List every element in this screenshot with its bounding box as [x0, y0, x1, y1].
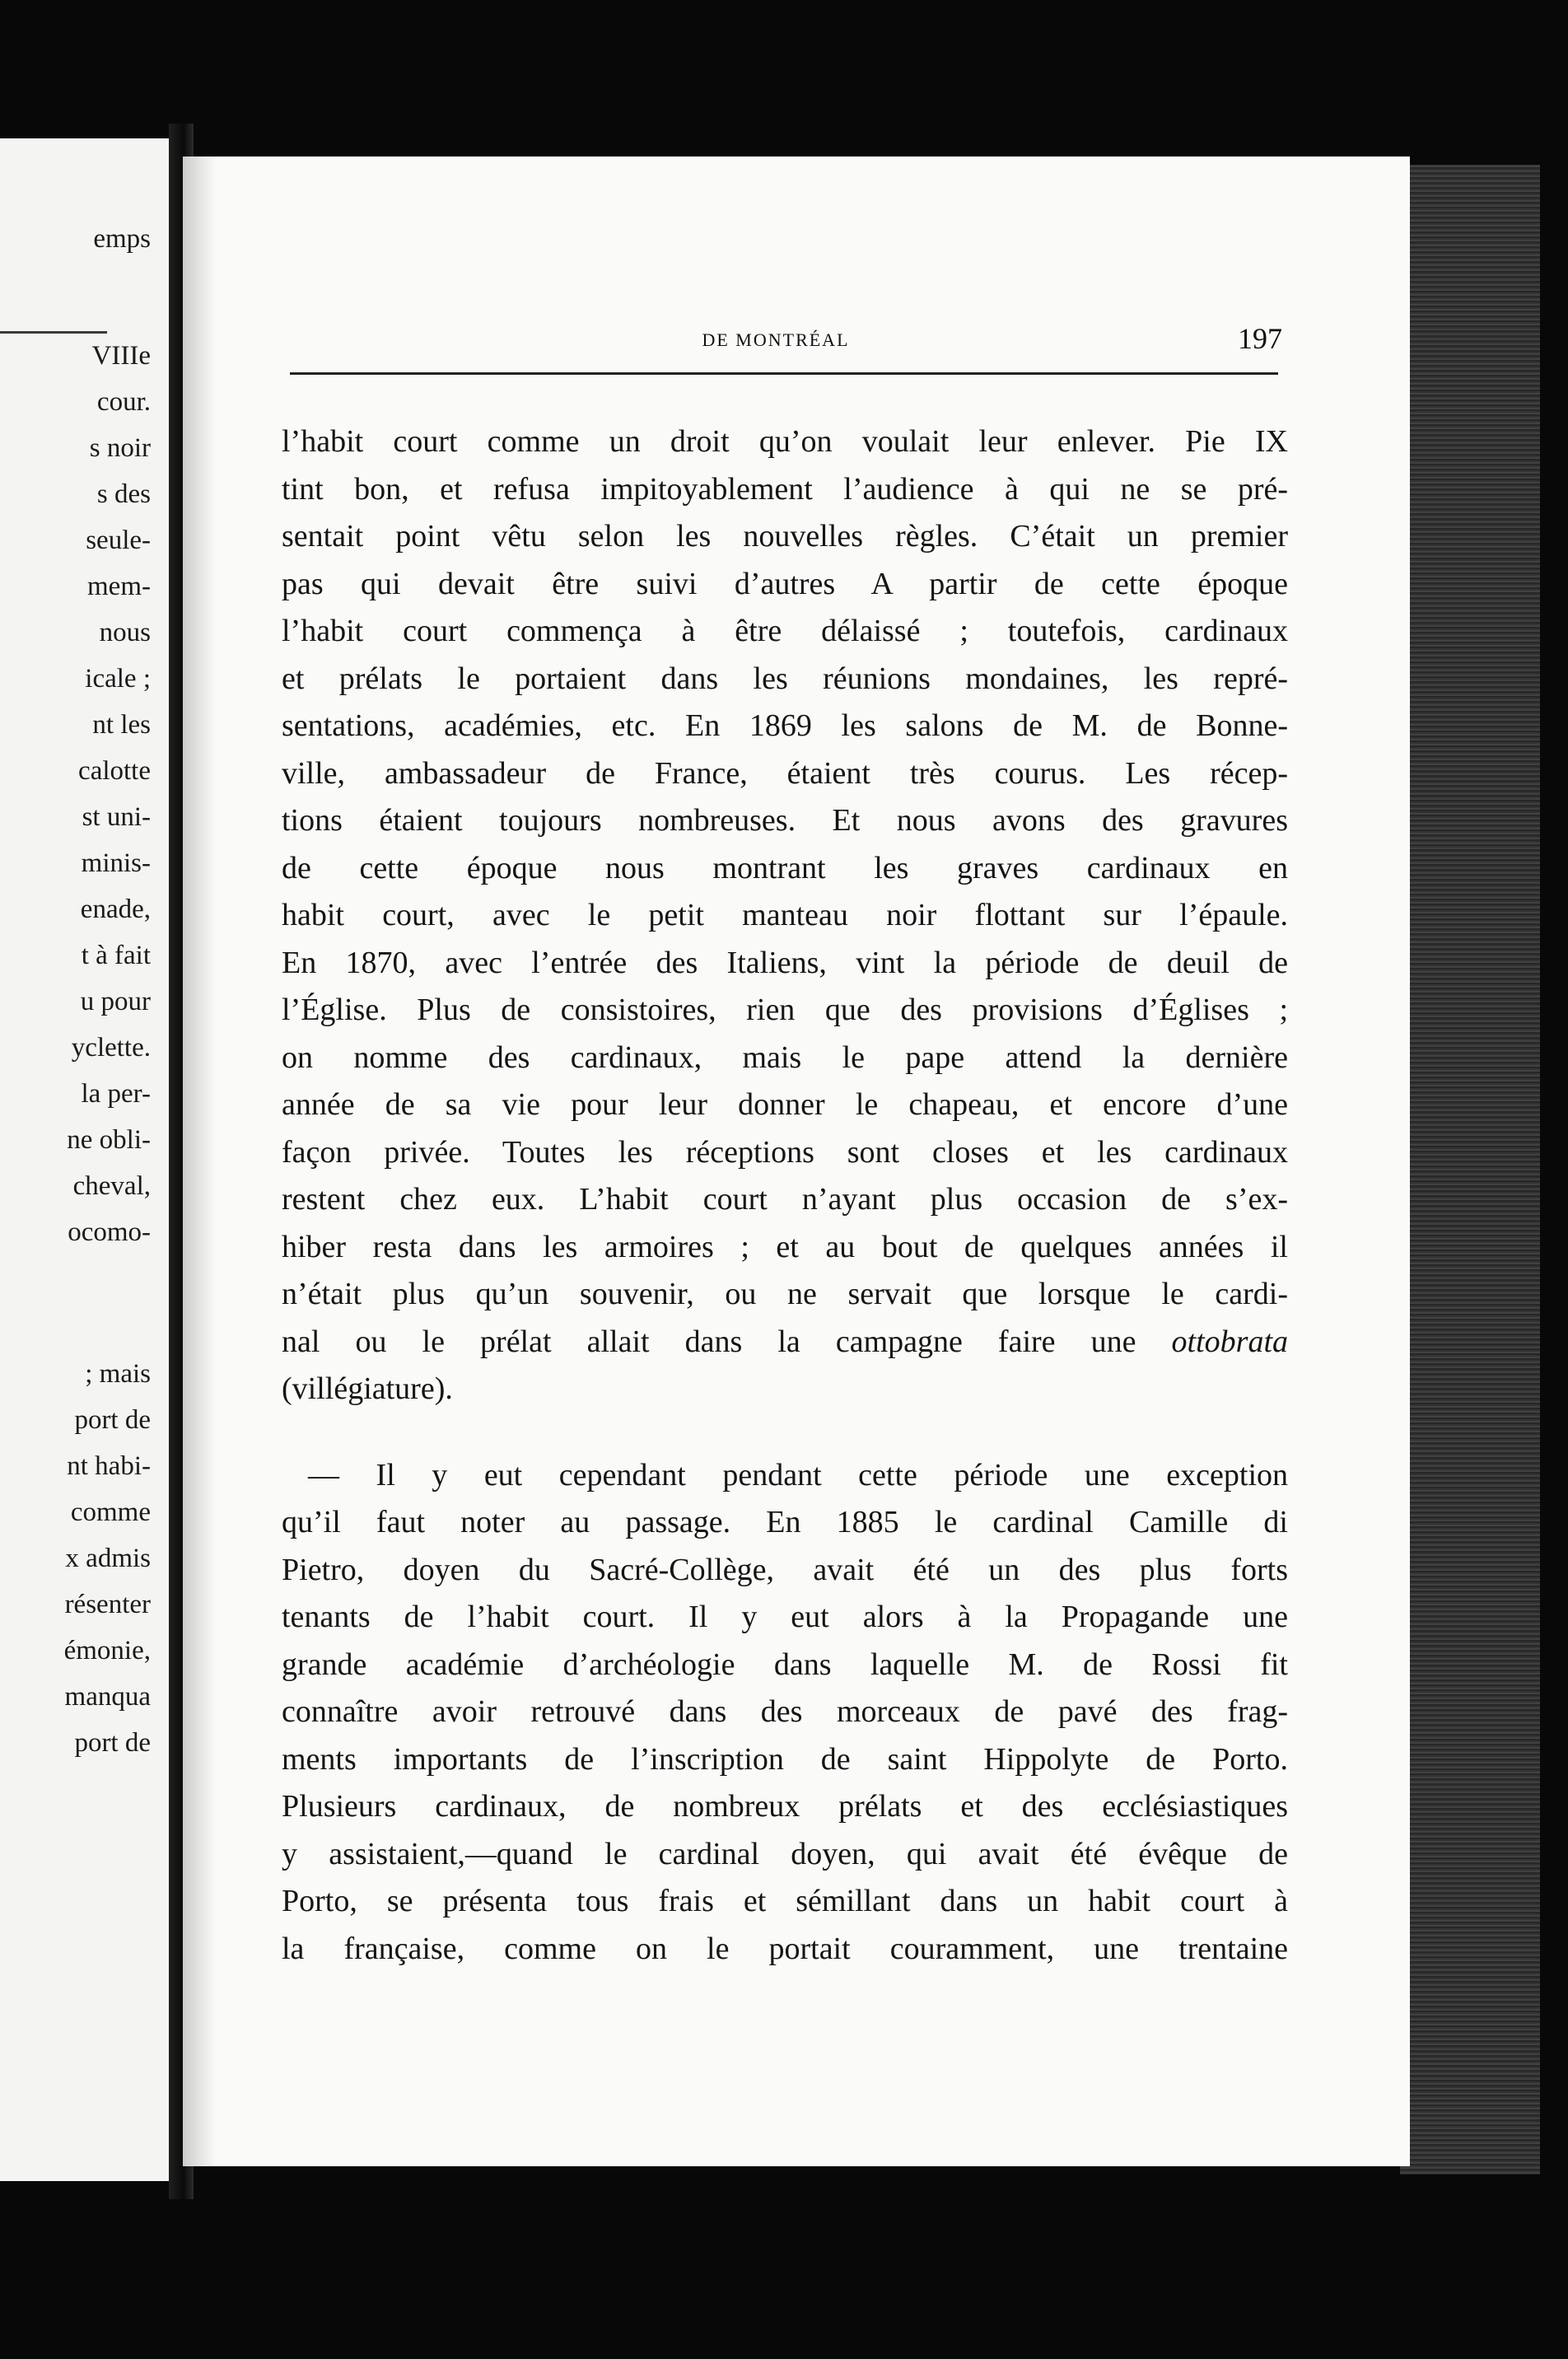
text-line: l’Église. Plus de consistoires, rien que des provisions d’Églises ; [282, 993, 1288, 1027]
left-page-line: seule- [86, 526, 151, 555]
italic-word: ottobrata [1171, 1324, 1289, 1359]
left-page-line: cheval, [72, 1171, 151, 1201]
text-line: y assistaient,—quand le cardinal doyen, qui avait été évêque de [282, 1836, 1288, 1871]
left-page-line: enade, [80, 895, 151, 924]
left-facing-page [0, 138, 169, 2181]
text-line: tint bon, et refusa impitoyablement l’audience à qui ne se pré- [282, 471, 1288, 507]
right-page [183, 156, 1410, 2166]
text-line: — Il y eut cependant pendant cette période une exception [308, 1457, 1288, 1492]
left-page-line: ocomo- [68, 1217, 151, 1247]
left-page-line: emps [93, 224, 151, 254]
text-line: Plusieurs cardinaux, de nombreux prélats et des ecclésiastiques [282, 1789, 1288, 1824]
page-number: 197 [1238, 322, 1282, 355]
text-line: sentait point vêtu selon les nouvelles règles. C’était un premier [282, 519, 1288, 554]
left-page-line: ne obli- [67, 1125, 151, 1155]
text-line: tions étaient toujours nombreuses. Et nous avons des gravures [282, 803, 1288, 838]
text-line-with-italic [282, 1319, 1288, 1366]
left-page-line: manqua [64, 1682, 151, 1712]
text-line: n’était plus qu’un souvenir, ou ne servait que lorsque le cardi- [282, 1277, 1288, 1311]
left-page-line: comme [70, 1497, 151, 1527]
paragraph-1 [282, 418, 1288, 1413]
left-page-line: cour. [96, 387, 151, 417]
left-page-line: u pour [80, 987, 151, 1016]
text-line: année de sa vie pour leur donner le chapeau, et encore d’une [282, 1087, 1288, 1122]
text-line: hiber resta dans les armoires ; et au bout de quelques années il [282, 1229, 1288, 1264]
text-line: connaître avoir retrouvé dans des morceaux de pavé des frag- [282, 1694, 1288, 1729]
paragraph-2 [282, 1452, 1288, 1974]
text-line: de cette époque nous montrant les graves cardinaux en [282, 850, 1288, 885]
left-page-line: port de [74, 1728, 151, 1758]
left-page-line: yclette. [71, 1033, 151, 1063]
left-page-line: calotte [78, 756, 151, 786]
left-page-line: nt les [92, 710, 151, 740]
text-line: l’habit court commença à être délaissé ; toutefois, cardinaux [282, 614, 1288, 648]
running-head [183, 322, 1410, 371]
left-page-line: la per- [81, 1079, 151, 1109]
text-line: et prélats le portaient dans les réunions mondaines, les repré- [282, 661, 1288, 696]
left-page-line: résenter [64, 1590, 151, 1619]
text-line: habit court, avec le petit manteau noir flottant sur l’épaule. [282, 898, 1288, 932]
left-page-line: nous [99, 618, 151, 647]
left-page-line: émonie, [63, 1636, 151, 1665]
left-page-line: icale ; [85, 664, 151, 694]
paragraph-gap [282, 1413, 1288, 1452]
text-line: ville, ambassadeur de France, étaient très courus. Les récep- [282, 755, 1288, 791]
left-page-line: st uni- [82, 802, 151, 832]
left-page-line: minis- [81, 848, 151, 878]
left-page-line: VIIIe [91, 341, 151, 371]
left-page-line: ; mais [85, 1359, 151, 1389]
text-line: (villégiature). [282, 1371, 453, 1406]
left-page-line: s noir [89, 433, 151, 463]
text-segment: nal ou le prélat allait dans la campagne faire une [282, 1324, 1136, 1359]
left-page-line: port de [74, 1405, 151, 1435]
text-line: la française, comme on le portait couramment, une trentaine [282, 1931, 1288, 1966]
text-line: sentations, académies, etc. En 1869 les salons de M. de Bonne- [282, 708, 1288, 743]
left-header-rule [0, 331, 107, 334]
left-page-line: s des [96, 479, 151, 509]
header-rule [290, 372, 1278, 375]
left-page-line: mem- [87, 572, 151, 601]
text-line: restent chez eux. L’habit court n’ayant plus occasion de s’ex- [282, 1182, 1288, 1217]
text-line: Pietro, doyen du Sacré-Collège, avait été un des plus forts [282, 1552, 1288, 1587]
running-head-title: DE MONTRÉAL [702, 329, 850, 350]
text-line: Porto, se présenta tous frais et sémillant dans un habit court à [282, 1884, 1288, 1918]
text-line: qu’il faut noter au passage. En 1885 le cardinal Camille di [282, 1505, 1288, 1539]
text-line: pas qui devait être suivi d’autres A partir de cette époque [282, 566, 1288, 601]
left-page-line: x admis [65, 1544, 151, 1573]
text-line: ments importants de l’inscription de saint Hippolyte de Porto. [282, 1741, 1288, 1777]
text-line: tenants de l’habit court. Il y eut alors à la Propagande une [282, 1600, 1288, 1634]
text-line: on nomme des cardinaux, mais le pape attend la dernière [282, 1039, 1288, 1075]
book-page-edges [1400, 165, 1540, 2174]
page-body [282, 418, 1288, 1973]
text-line: grande académie d’archéologie dans laquelle M. de Rossi fit [282, 1647, 1288, 1682]
text-line: l’habit court comme un droit qu’on voulait leur enlever. Pie IX [282, 424, 1288, 459]
left-page-line: t à fait [81, 941, 151, 970]
gutter-shadow [183, 156, 216, 2166]
text-line: En 1870, avec l’entrée des Italiens, vint la période de deuil de [282, 945, 1288, 980]
text-line: façon privée. Toutes les réceptions sont closes et les cardinaux [282, 1134, 1288, 1170]
left-page-line: nt habi- [67, 1451, 151, 1481]
